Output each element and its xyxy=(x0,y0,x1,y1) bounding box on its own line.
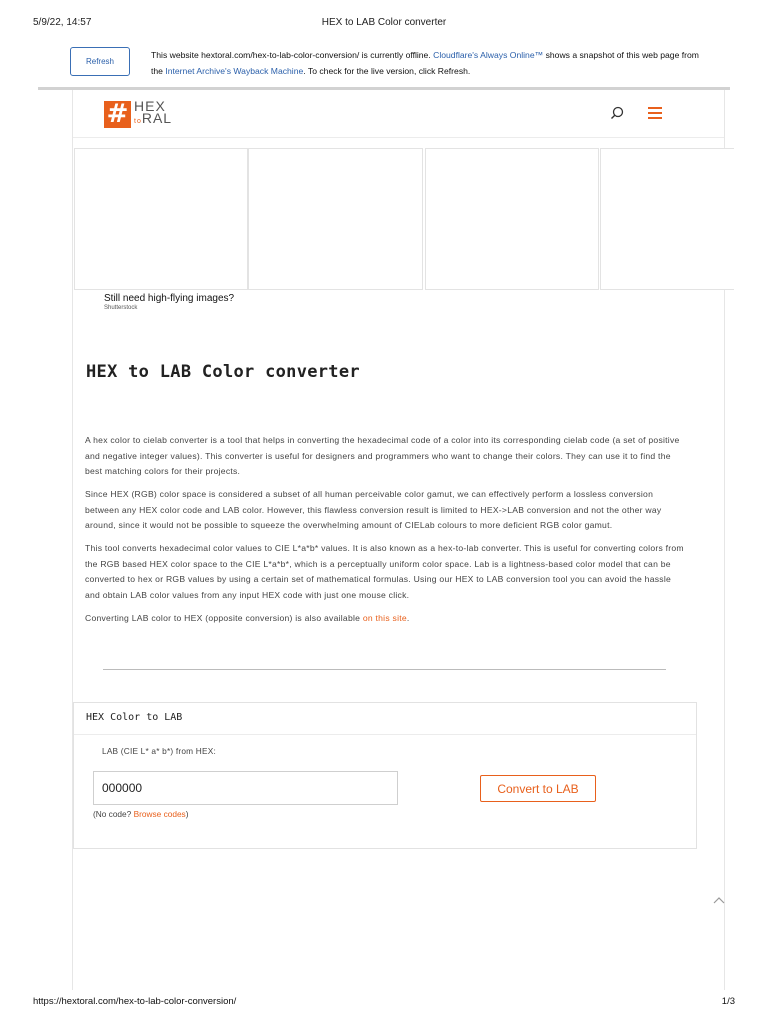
opposite-text: Converting LAB color to HEX (opposite conversion) is also available xyxy=(85,612,361,623)
logo-word-to: to xyxy=(134,118,142,125)
ad-image-slot-2[interactable] xyxy=(248,148,423,290)
page-title: HEX to LAB Color converter xyxy=(86,362,360,382)
wayback-machine-link[interactable]: Internet Archive's Wayback Machine xyxy=(165,66,304,76)
logo-word-hex: HEX xyxy=(134,98,166,114)
image-ad-strip xyxy=(74,148,734,290)
cloudflare-text-1: This website hextoral.com/hex-to-lab-color-conversion/ is currently offline. xyxy=(151,50,431,60)
ad-sponsor: Shutterstock xyxy=(104,305,138,311)
print-url: https://hextoral.com/hex-to-lab-color-conversion/ xyxy=(33,996,237,1007)
chevron-up-icon[interactable] xyxy=(712,895,726,905)
ad-image-slot-4[interactable] xyxy=(600,148,734,290)
hex-to-lab-tool xyxy=(73,702,697,849)
site-header xyxy=(73,90,724,138)
browse-codes-link[interactable]: Browse codes xyxy=(133,809,186,819)
hex-code-input[interactable] xyxy=(93,771,398,805)
no-code-hint xyxy=(93,809,188,819)
logo-word-ral-text: RAL xyxy=(141,110,173,126)
logo-hash-mark: # xyxy=(104,101,131,128)
convert-to-lab-button[interactable]: Convert to LAB xyxy=(480,775,596,802)
section-divider xyxy=(103,669,666,670)
no-code-prefix: (No code? xyxy=(93,809,132,819)
article-paragraph: Since HEX (RGB) color space is considered a subset of all human perceivable color gamut, we can effectively perform a lossless conversion between any HEX color code and LAB color. However, this flawless conversion result is limited to HEX->LAB conversion and not the other way around, since it would not be possible to squeeze the overwhelming amount of CIELab colours to more deficient RGB color gamut. xyxy=(85,489,662,530)
ad-image-slot-3[interactable] xyxy=(425,148,599,290)
opposite-conversion-paragraph xyxy=(85,611,685,627)
refresh-button[interactable]: Refresh xyxy=(70,47,130,76)
ad-image-slot-1[interactable] xyxy=(74,148,248,290)
print-page-number: 1/3 xyxy=(721,996,735,1007)
print-header xyxy=(0,17,768,31)
logo-wordmark xyxy=(134,100,172,128)
cloudflare-text-3: . To check for the live version, click Refresh. xyxy=(303,66,471,76)
tool-title: HEX Color to LAB xyxy=(86,712,183,723)
tool-title-divider xyxy=(74,734,696,735)
cloudflare-text-2: shows a snapshot of this web page from the xyxy=(151,50,699,76)
no-code-suffix: ) xyxy=(185,809,189,819)
hamburger-menu-icon[interactable] xyxy=(648,107,662,119)
article-paragraph: This tool converts hexadecimal color values to CIE L*a*b* values. It is also known as a hex-to-lab converter. This is useful for converting colors from the RGB based HEX color space to the CIE L*a*b*, which is a perceptually uniform color space. Lab is a lightness-based color model that can be converted to hex or RGB values by using a certain set of mathematical formulas. Using our HEX to LAB conversion tool you can avoid the hassle and obtain LAB color values from any input HEX code with just one mouse click. xyxy=(85,543,684,600)
always-online-link[interactable]: Cloudflare's Always Online™ xyxy=(433,50,544,60)
ad-caption[interactable] xyxy=(104,293,234,311)
site-frame-left-border xyxy=(72,90,73,990)
cloudflare-offline-bar xyxy=(0,44,768,84)
tool-input-label: LAB (CIE L* a* b*) from HEX: xyxy=(102,746,216,756)
print-footer xyxy=(0,996,768,1010)
opposite-conversion-link[interactable]: on this site xyxy=(362,612,407,623)
site-logo[interactable] xyxy=(104,99,172,129)
ad-caption-text: Still need high-flying images? xyxy=(104,293,235,304)
cloudflare-notice xyxy=(151,47,711,79)
logo-word-ral xyxy=(134,112,172,128)
article-paragraph: A hex color to cielab converter is a tool that helps in converting the hexadecimal code of a color into its corresponding cielab code (a set of positive and negative integer values). This converter is useful for designers and programmers who want to change their colors. They can use it to find the best matching colors for their projects. xyxy=(85,435,680,476)
print-title: HEX to LAB Color converter xyxy=(321,17,447,28)
search-icon[interactable] xyxy=(610,106,624,120)
opposite-end: . xyxy=(406,612,410,623)
print-date: 5/9/22, 14:57 xyxy=(33,17,92,28)
article-content xyxy=(85,433,685,634)
